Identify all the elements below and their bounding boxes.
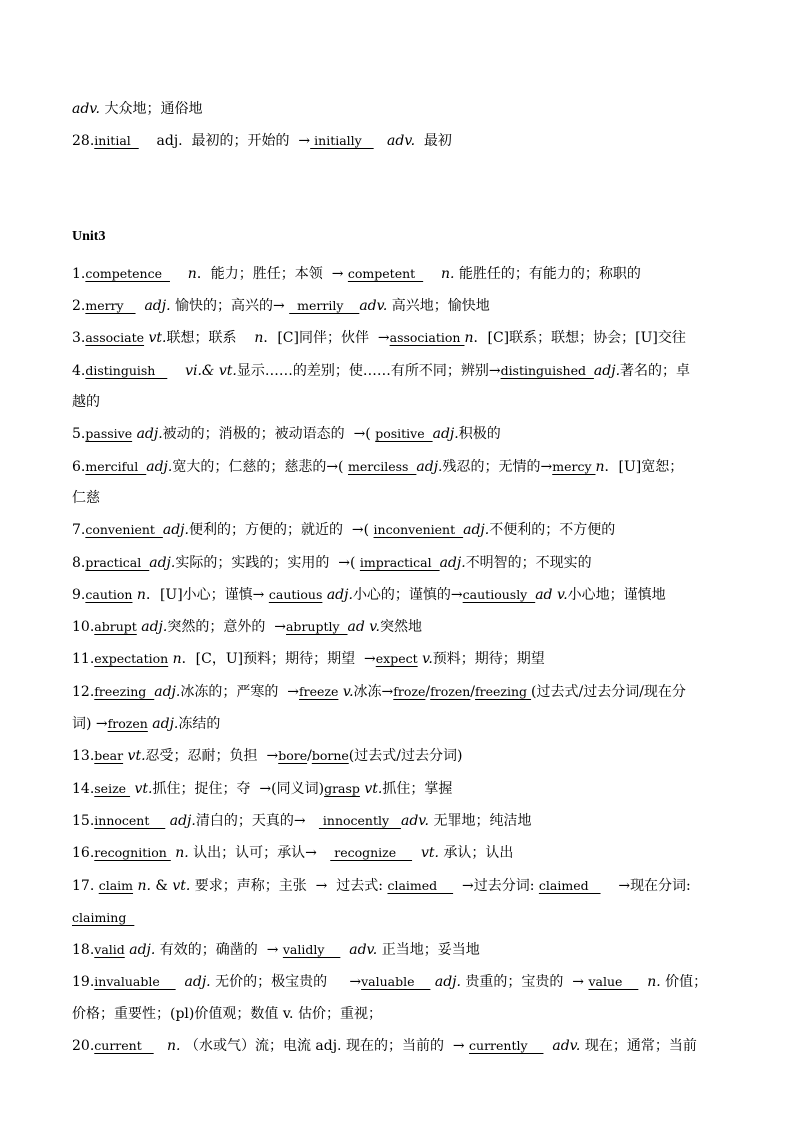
entry-27-continuation: adv. 大众地；通俗地 — [72, 101, 203, 117]
entry-9: 9.caution n．[U]小心；谨慎→ cautious adj.小心的；谨慎的→cautiously ad v.小心地；谨慎地 — [72, 586, 666, 603]
entry-8: 8.practical adj.实际的；实践的；实用的 →( impractical adj.不明智的；不现实的 — [72, 554, 592, 571]
entry-15: 15.innocent adj.清白的；天真的→ innocently adv. 无罪地；纯洁地 — [72, 812, 532, 829]
entry-19: 19.invaluable adj. 无价的；极宝贵的 →valuable adj. 贵重的；宝贵的 → value n. 价值； — [72, 974, 708, 991]
entry-12-continuation: 词) →frozen adj.冻结的 — [72, 716, 221, 733]
entry-13: 13.bear vt.忍受；忍耐；负担 →bore/borne(过去式/过去分词) — [72, 748, 463, 765]
document-page — [72, 94, 724, 1062]
entry-12: 12.freezing adj.冰冻的；严寒的 →freeze v.冰冻→froze/frozen/freezing (过去式/过去分词/现在分 — [72, 683, 686, 700]
entry-19-continuation: 价格；重要性；(pl)价值观；数值 v. 估价；重视； — [72, 1005, 382, 1022]
entry-2: 2.merry adj. 愉快的；高兴的→ merrily adv. 高兴地；愉快地 — [72, 298, 490, 315]
entry-4: 4.distinguish vi.& vt.显示……的差别；使……有所不同；辨别→distinguished adj.著名的；卓 — [72, 362, 691, 379]
entry-10: 10.abrupt adj.突然的；意外的 →abruptly ad v.突然地 — [72, 619, 422, 636]
entry-17-continuation: claiming — [72, 909, 135, 925]
entry-7: 7.convenient adj.便利的；方便的；就近的 →( inconvenient adj.不便利的；不方便的 — [72, 522, 616, 539]
entry-11: 11.expectation n．[C，U]预料；期待；期望 →expect v.预料；期待；期望 — [72, 651, 545, 668]
entry-5: 5.passive adj.被动的；消极的；被动语态的 →( positive adj.积极的 — [72, 426, 501, 443]
entry-20: 20.current n. （水或气）流；电流 adj. 现在的；当前的 → currently adv. 现在；通常；当前 — [72, 1038, 697, 1055]
entry-16: 16.recognition n. 认出；认可；承认→ recognize vt. 承认；认出 — [72, 845, 514, 862]
entry-6-continuation: 仁慈 — [72, 489, 100, 506]
entry-28: 28.initial adj. 最初的；开始的 → initially adv. 最初 — [72, 133, 452, 150]
entry-17: 17. claim n. & vt. 要求；声称；主张 → 过去式: claimed →过去分词: claimed →现在分词: — [72, 877, 691, 894]
unit-heading: Unit3 — [72, 228, 106, 244]
entry-4-continuation: 越的 — [72, 394, 100, 411]
entry-1: 1.competence n．能力；胜任；本领 → competent n. 能胜任的；有能力的；称职的 — [72, 265, 641, 282]
entry-14: 14.seize vt.抓住；捉住；夺 →(同义词)grasp vt.抓住；掌握 — [72, 780, 453, 797]
entry-3: 3.associate vt.联想；联系 n．[C]同伴；伙伴 →association n．[C]联系；联想；协会；[U]交往 — [72, 330, 686, 347]
entry-6: 6.merciful adj.宽大的；仁慈的；慈悲的→( merciless adj.残忍的；无情的→mercy n．[U]宽恕； — [72, 458, 684, 475]
entry-18: 18.valid adj. 有效的；确凿的 → validly adv. 正当地；妥当地 — [72, 942, 480, 959]
